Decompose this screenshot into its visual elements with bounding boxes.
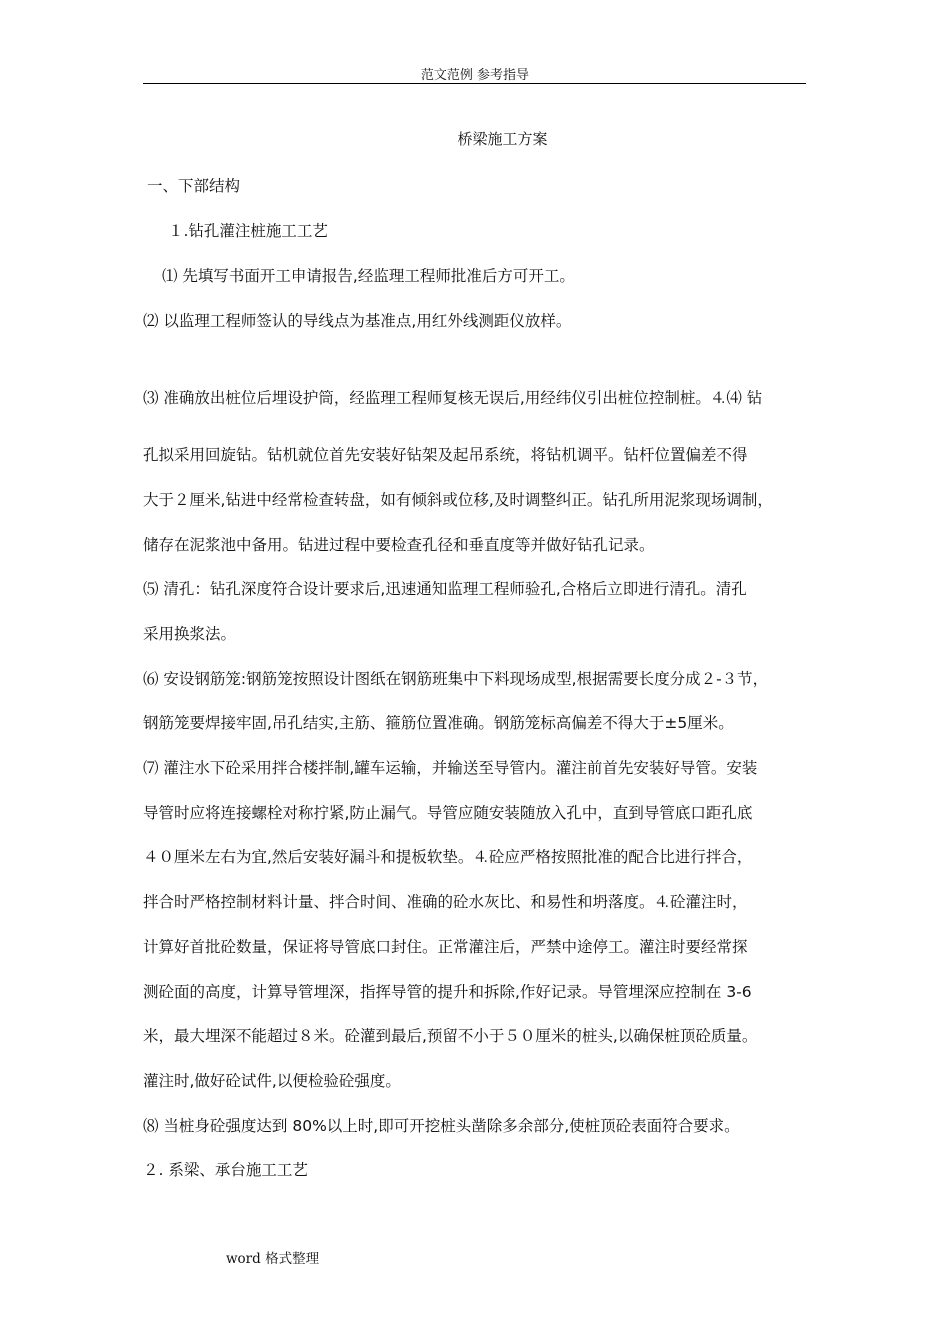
subsection-heading: １.钻孔灌注桩施工工艺 bbox=[168, 222, 328, 240]
subsection-heading: ２. 系梁、承台施工工艺 bbox=[143, 1161, 308, 1179]
paragraph-line: 灌注时,做好砼试件,以便检验砼强度。 bbox=[143, 1072, 401, 1090]
paragraph-line: ⑴ 先填写书面开工申请报告,经监理工程师批准后方可开工。 bbox=[162, 267, 575, 285]
paragraph-line: 测砼面的高度，计算导管埋深，指挥导管的提升和拆除,作好记录。导管埋深应控制在 3-6 bbox=[143, 983, 752, 1001]
paragraph-line: 拌合时严格控制材料计量、拌合时间、准确的砼水灰比、和易性和坍落度。⒋砼灌注时， bbox=[143, 893, 748, 911]
paragraph-line: 米，最大埋深不能超过８米。砼灌到最后,预留不小于５０厘米的桩头,以确保桩顶砼质量。 bbox=[143, 1027, 758, 1045]
paragraph-line: 导管时应将连接螺栓对称拧紧,防止漏气。导管应随安装随放入孔中，直到导管底口距孔底 bbox=[143, 804, 753, 822]
paragraph-line: 计算好首批砼数量，保证将导管底口封住。正常灌注后，严禁中途停工。灌注时要经常探 bbox=[143, 938, 748, 956]
paragraph-line: ⑹ 安设钢筋笼:钢筋笼按照设计图纸在钢筋班集中下料现场成型,根据需要长度分成２-３节， bbox=[143, 670, 769, 688]
paragraph-line: ⑻ 当桩身砼强度达到 80%以上时,即可开挖桩头凿除多余部分,使桩顶砼表面符合要求。 bbox=[143, 1117, 740, 1135]
paragraph-line: 储存在泥浆池中备用。钻进过程中要检查孔径和垂直度等并做好钻孔记录。 bbox=[143, 536, 655, 554]
header-rule bbox=[143, 83, 806, 84]
section-heading: 一、下部结构 bbox=[147, 177, 241, 195]
document-title: 桥梁施工方案 bbox=[457, 130, 548, 148]
paragraph-line: 采用换浆法。 bbox=[143, 625, 237, 643]
page-header: 范文范例 参考指导 bbox=[420, 68, 530, 83]
page-footer: word 格式整理 bbox=[226, 1251, 320, 1267]
paragraph-line: ⑺ 灌注水下砼采用拌合楼拌制,罐车运输，并输送至导管内。灌注前首先安装好导管。安装 bbox=[143, 759, 758, 777]
paragraph-line: ⑵ 以监理工程师签认的导线点为基准点,用红外线测距仪放样。 bbox=[143, 312, 572, 330]
paragraph-line: ４０厘米左右为宜,然后安装好漏斗和提板软垫。⒋砼应严格按照批准的配合比进行拌合， bbox=[143, 848, 753, 866]
paragraph-line: 大于２厘米,钻进中经常检查转盘，如有倾斜或位移,及时调整纠正。钻孔所用泥浆现场调制， bbox=[143, 491, 773, 509]
paragraph-line: ⑶ 准确放出桩位后埋设护筒，经监理工程师复核无误后,用经纬仪引出桩位控制桩。⒋⑷ 钻 bbox=[143, 389, 763, 407]
paragraph-line: 钢筋笼要焊接牢固,吊孔结实,主筋、箍筋位置准确。钢筋笼标高偏差不得大于±5厘米。 bbox=[143, 714, 734, 732]
paragraph-line: ⑸ 清孔：钻孔深度符合设计要求后,迅速通知监理工程师验孔,合格后立即进行清孔。清孔 bbox=[143, 580, 747, 598]
paragraph-line: 孔拟采用回旋钻。钻机就位首先安装好钻架及起吊系统，将钻机调平。钻杆位置偏差不得 bbox=[143, 446, 748, 464]
